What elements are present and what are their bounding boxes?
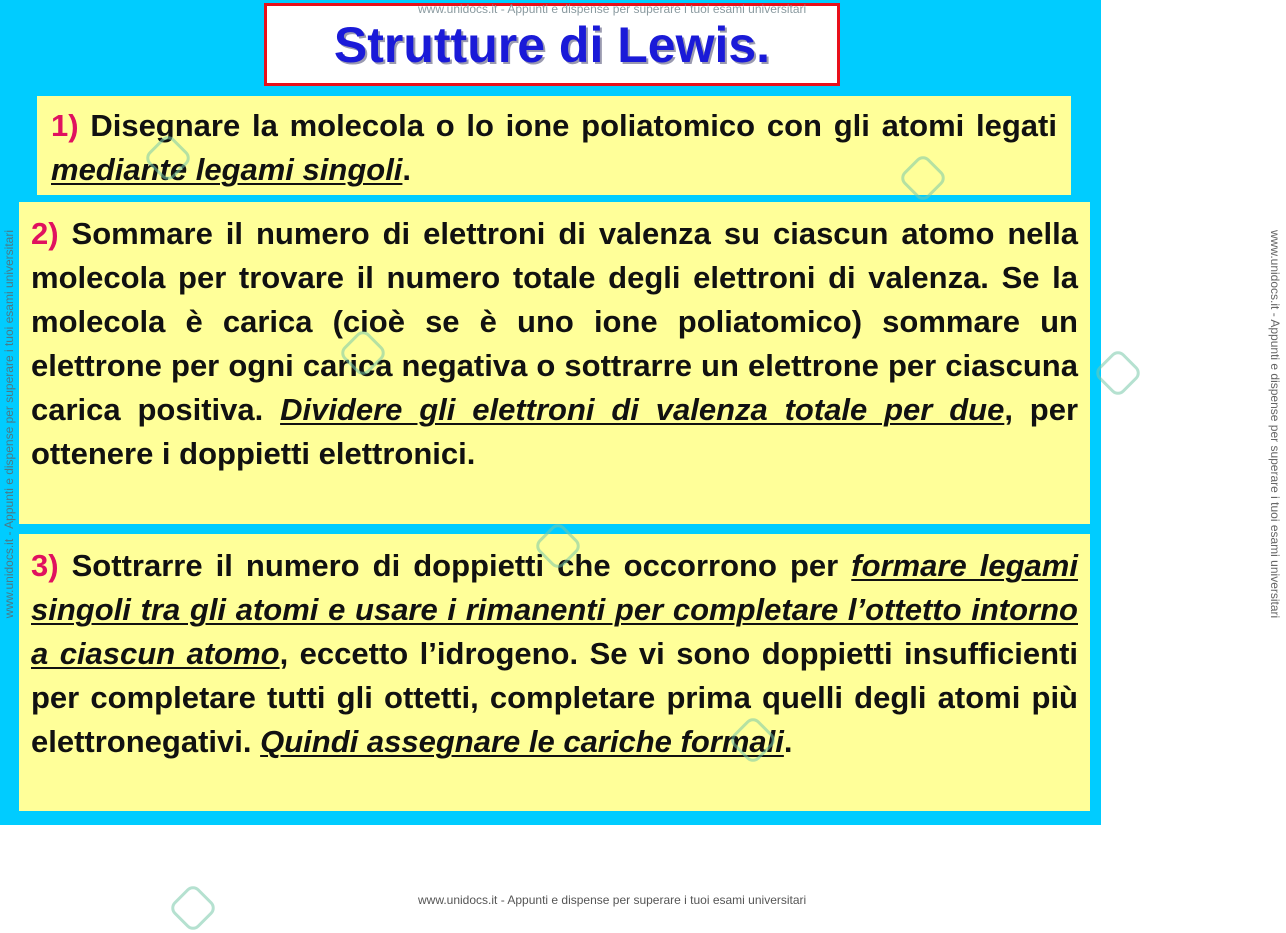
step-3-middle: , eccetto l’idrogeno. Se vi sono doppietti insufficienti per completare tutti gli ottetti, completare prima quelli degli atomi più elettronegativi. bbox=[31, 636, 1079, 759]
step-1-emphasis: mediante legami singoli bbox=[51, 152, 403, 187]
step-3-emphasis: formare legami singoli tra gli atomi e usare i rimanenti per completare l’ottetto intorno a ciascun atomo bbox=[31, 548, 1078, 671]
watermark-left: www.unidocs.it - Appunti e dispense per superare i tuoi esami universitari bbox=[2, 230, 16, 619]
step-1-end: . bbox=[402, 152, 412, 187]
step-3-box bbox=[19, 534, 1090, 811]
step-3-emphasis-2: Quindi assegnare le cariche formali bbox=[260, 724, 784, 759]
slide-title: Strutture di Lewis. bbox=[333, 16, 771, 73]
watermark-top: www.unidocs.it - Appunti e dispense per superare i tuoi esami universitari bbox=[418, 2, 807, 16]
step-2-number: 2) bbox=[31, 216, 59, 251]
watermark-right: www.unidocs.it - Appunti e dispense per superare i tuoi esami universitari bbox=[1268, 230, 1282, 619]
watermark-bottom: www.unidocs.it - Appunti e dispense per superare i tuoi esami universitari bbox=[418, 893, 807, 907]
step-2-end: , per ottenere i doppietti elettronici. bbox=[31, 392, 1079, 471]
step-2-emphasis: Dividere gli elettroni di valenza totale per due bbox=[280, 392, 1005, 427]
step-3-text: Sottrarre il numero di doppietti che occorrono per bbox=[58, 548, 852, 583]
step-3-number: 3) bbox=[31, 548, 59, 583]
step-1-text: Disegnare la molecola o lo ione poliatomico con gli atomi legati bbox=[78, 108, 1057, 143]
step-3-end: . bbox=[783, 724, 793, 759]
watermark-logo-icon bbox=[168, 883, 219, 933]
step-1-number: 1) bbox=[51, 108, 79, 143]
step-2-box bbox=[19, 202, 1090, 524]
step-2-text: Sommare il numero di elettroni di valenza su ciascun atomo nella molecola per trovare il numero totale degli elettroni di valenza. Se la molecola è carica (cioè se è uno ione poliatomico) sommare un elettrone per ogni carica negativa o sottrarre un elettrone per ciascuna carica positiva. bbox=[31, 216, 1078, 427]
